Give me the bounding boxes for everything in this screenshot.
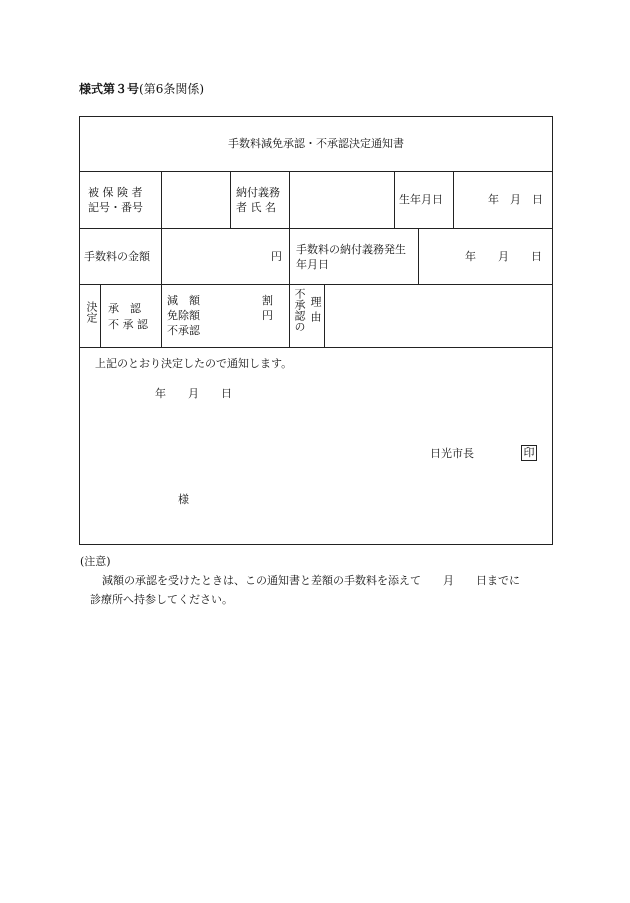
fee-amount-label: 手数料の金額 (84, 250, 150, 263)
addressee-suffix: 様 (178, 493, 189, 506)
notes-line-2: 診療所へ持参してください。 (90, 593, 233, 606)
form-number: 様式第３号 (79, 82, 140, 96)
birth-label: 生年月日 (399, 193, 443, 206)
exempt-label: 免除額 (167, 309, 200, 322)
reduce-unit: 割 (262, 294, 273, 307)
r3-v1 (100, 284, 101, 347)
mayor-label: 日光市長 (430, 447, 474, 460)
r1-v3 (289, 171, 290, 228)
row-divider-3 (79, 284, 553, 285)
approve-label: 承 認 (108, 302, 141, 315)
form-header (79, 82, 204, 96)
r1-v4 (394, 171, 395, 228)
table-border-top (79, 116, 553, 117)
notice-text: 上記のとおり決定したので通知します。 (95, 357, 293, 370)
table-border-bottom (79, 544, 553, 545)
r2-v1 (161, 228, 162, 284)
obligation-label-2: 年月日 (296, 258, 329, 271)
obligation-label-1: 手数料の納付義務発生 (296, 243, 406, 256)
form-relation: (第6条関係) (139, 82, 205, 96)
r1-v1 (161, 171, 162, 228)
not-approved-label: 不承認 (167, 324, 200, 337)
payer-label-2: 者 氏 名 (236, 201, 276, 214)
disapprove-label: 不 承 認 (108, 318, 148, 331)
birth-value: 年 月 日 (488, 193, 543, 206)
decision-label: 決定 (85, 301, 98, 323)
exempt-unit: 円 (262, 309, 273, 322)
row-divider-4 (79, 347, 553, 348)
insured-label-1: 被 保 険 者 (88, 186, 143, 199)
r2-v3 (418, 228, 419, 284)
notes-line-1: 減額の承認を受けたときは、この通知書と差額の手数料を添えて 月 日までに (102, 574, 520, 587)
table-border-left (79, 116, 80, 545)
r1-v2 (230, 171, 231, 228)
table-border-right (552, 116, 553, 545)
row-divider-2 (79, 228, 553, 229)
payer-label-1: 納付義務 (236, 186, 280, 199)
r3-v3 (289, 284, 290, 347)
notes-heading: (注意) (80, 555, 111, 568)
notice-date: 年 月 日 (155, 387, 232, 400)
obligation-value: 年 月 日 (465, 250, 542, 263)
r3-v2 (161, 284, 162, 347)
r3-v4 (324, 284, 325, 347)
reason-label-col1: 不承認の (293, 288, 306, 332)
r1-v5 (453, 171, 454, 228)
row-divider-1 (79, 171, 553, 172)
fee-yen: 円 (271, 250, 282, 263)
reduce-label: 減 額 (167, 294, 200, 307)
seal-stamp: 印 (521, 445, 537, 461)
r2-v2 (289, 228, 290, 284)
form-title: 手数料減免承認・不承認決定通知書 (228, 137, 404, 150)
insured-label-2: 記号・番号 (88, 201, 143, 214)
reason-label-col2: 理由 (309, 296, 322, 326)
